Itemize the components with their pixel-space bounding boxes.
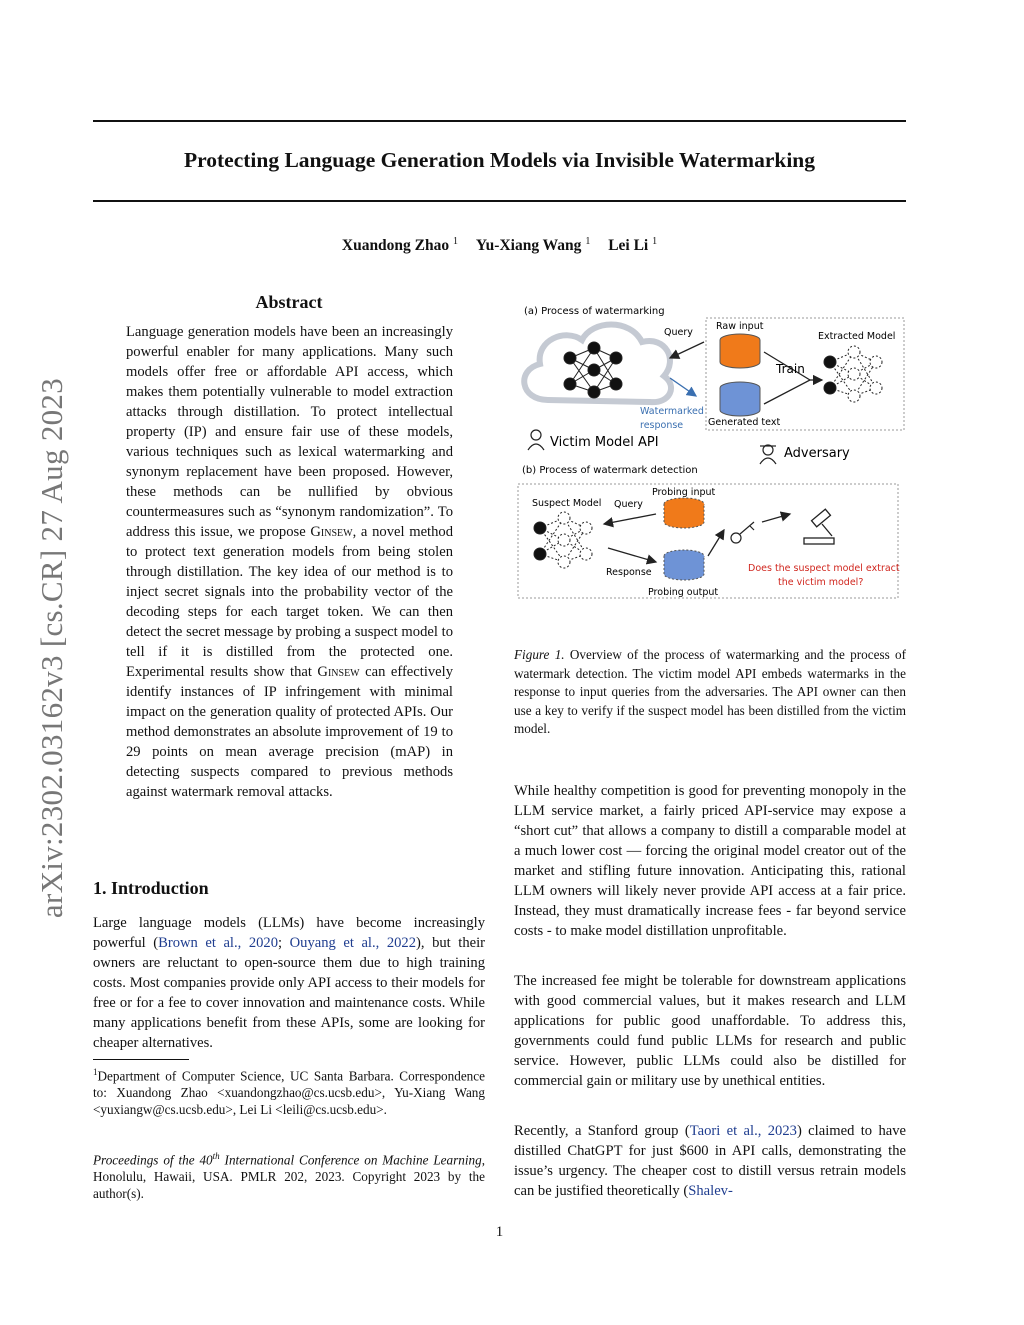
citation-link[interactable]: Shalev- bbox=[688, 1183, 733, 1199]
proceedings-note: Proceedings of the 40th International Conference on Machine Learning, Honolulu, Hawaii, USA. PMLR 202, 2023. Copyright 2023 by the author(s). bbox=[93, 1151, 485, 1202]
figure-1-diagram bbox=[510, 300, 910, 605]
svg-text:Train: Train bbox=[776, 362, 805, 376]
title-bottom-rule bbox=[93, 200, 906, 202]
author: Xuandong Zhao $^1$ bbox=[341, 236, 459, 255]
footnote-rule bbox=[93, 1059, 189, 1060]
database-icon bbox=[664, 498, 704, 528]
key-icon bbox=[731, 522, 754, 543]
svg-text:Extracted Model: Extracted Model bbox=[818, 331, 896, 342]
right-paragraph-3: Recently, a Stanford group (Taori et al., 2023) claimed to have distilled ChatGPT for just $600 in API calls, demonstrating the issue’s urgency. The cheaper cost to distill versus retrain models can be justified theoretically (Shalev- bbox=[514, 1123, 907, 1199]
method-name: Ginsew bbox=[317, 664, 360, 680]
title-top-rule bbox=[93, 120, 906, 122]
figure-caption: Figure 1. Overview of the process of watermarking and the process of watermark detection. The victim model API embeds watermarks in the response to input queries from the adversaries. The API owner can then use a key to verify if the suspect model has been distilled from the victim model. bbox=[514, 647, 906, 736]
svg-text:Probing output: Probing output bbox=[648, 587, 719, 598]
svg-text:Does the suspect model extract: Does the suspect model extract bbox=[748, 563, 900, 574]
page-number: 1 bbox=[495, 1224, 504, 1240]
gavel-icon bbox=[804, 509, 834, 544]
svg-text:the victim model?: the victim model? bbox=[778, 577, 864, 588]
affiliation-footnote: $^1$Department of Computer Science, UC Santa Barbara. Correspondence to: Xuandong Zhao <xuandongzhao@cs.ucsb.edu>, Yu-Xiang Wang <yuxiangw@cs.ucsb.edu>, Lei Li <leili@cs.ucsb.edu>. bbox=[93, 1067, 485, 1118]
suspect-neural-net-icon bbox=[534, 512, 592, 568]
right-paragraph-1: While healthy competition is good for preventing monopoly in the LLM service market, a fairly priced API-service may expose a “short cut” that allows a company to distill a comparable model at a much lower cost — forcing the original model creator out of the market and stifling future innovation. Anticipating this, rational LLM owners will likely never provide API access at a fair price. Instead, they must dramatically increase fees - far beyond service costs - to make model distillation unprofitable. bbox=[514, 783, 906, 939]
neural-net-icon bbox=[564, 342, 622, 398]
method-name: Ginsew bbox=[310, 524, 353, 540]
extracted-neural-net-icon bbox=[824, 346, 882, 402]
svg-text:Watermarked: Watermarked bbox=[640, 406, 704, 417]
abstract-body: Language generation models have been an increasingly powerful enabler for many applications. Many such models offer free or affordable API access, which makes them potentially vulnerable to model extraction attacks through distillation. To protect intellectual property (IP) and ensure fair use of these models, various techniques such as lexical watermarking and synonym replacement have been proposed. However, these methods can be nullified by obvious countermeasures such as “synonym randomization”. To address this issue, we propose Ginsew, a novel method to protect text generation models from being stolen through distillation. The key idea of our method is to inject secret signals into the probability vector of the decoding steps for each target token. We can then detect the secret message by probing a suspect model to tell if it is distilled from the protected one. Experimental results show that Ginsew can effectively identify instances of IP infringement with minimal impact on the generation quality of protected APIs. Our method demonstrates an absolute improvement of 19 to 29 points on mean average precision (mAP) in detecting suspects compared to previous methods against watermark removal attacks. bbox=[126, 324, 453, 800]
svg-text:Generated text: Generated text bbox=[708, 417, 781, 428]
arxiv-stamp: arXiv:2302.03162v3 [cs.CR] 27 Aug 2023 bbox=[34, 377, 69, 919]
svg-text:Victim Model API: Victim Model API bbox=[550, 435, 659, 450]
database-icon bbox=[720, 382, 760, 416]
svg-text:Adversary: Adversary bbox=[784, 446, 850, 461]
paper-title: Protecting Language Generation Models via Invisible Watermarking bbox=[183, 148, 816, 172]
label-watermarking: (a) Process of watermarking bbox=[524, 306, 665, 317]
svg-text:Raw input: Raw input bbox=[716, 321, 764, 332]
author: Yu-Xiang Wang $^1$ bbox=[475, 236, 591, 255]
svg-text:Query: Query bbox=[664, 327, 693, 338]
author: Lei Li $^1$ bbox=[608, 236, 658, 255]
section-heading-introduction: 1. Introduction bbox=[93, 878, 209, 898]
database-icon bbox=[720, 334, 760, 368]
svg-text:Suspect Model: Suspect Model bbox=[532, 498, 602, 509]
citation-link[interactable]: Ouyang et al., 2022 bbox=[289, 935, 417, 951]
right-paragraph-2: The increased fee might be tolerable for downstream applications with good commercial values, but it makes research and LLM applications for public good unaffordable. To address this, governments could fund public LLMs for research and public service. However, public LLMs could also be distilled for commercial gain or military use by unethical entities. bbox=[514, 973, 906, 1089]
database-icon bbox=[664, 550, 704, 580]
svg-text:Query: Query bbox=[614, 499, 643, 510]
intro-paragraph: Large language models (LLMs) have become increasingly powerful (Brown et al., 2020; Ouyang et al., 2022), but their owners are reluctant to open-source them due to high training costs. Most companies provide only API access to their models for free or for a fee to cover innovation and maintenance costs. While many applications benefit from these APIs, some are looking for cheaper alternatives. bbox=[93, 915, 486, 1051]
svg-text:Response: Response bbox=[606, 567, 652, 578]
svg-text:response: response bbox=[640, 420, 684, 431]
spy-icon bbox=[760, 445, 776, 464]
label-detection: (b) Process of watermark detection bbox=[522, 465, 698, 476]
svg-text:Probing input: Probing input bbox=[652, 487, 716, 498]
citation-link[interactable]: Taori et al., 2023 bbox=[689, 1123, 797, 1139]
citation-link[interactable]: Brown et al., 2020 bbox=[158, 935, 279, 951]
author-list bbox=[93, 236, 906, 255]
abstract-heading: Abstract bbox=[255, 292, 323, 312]
user-icon bbox=[528, 430, 544, 450]
